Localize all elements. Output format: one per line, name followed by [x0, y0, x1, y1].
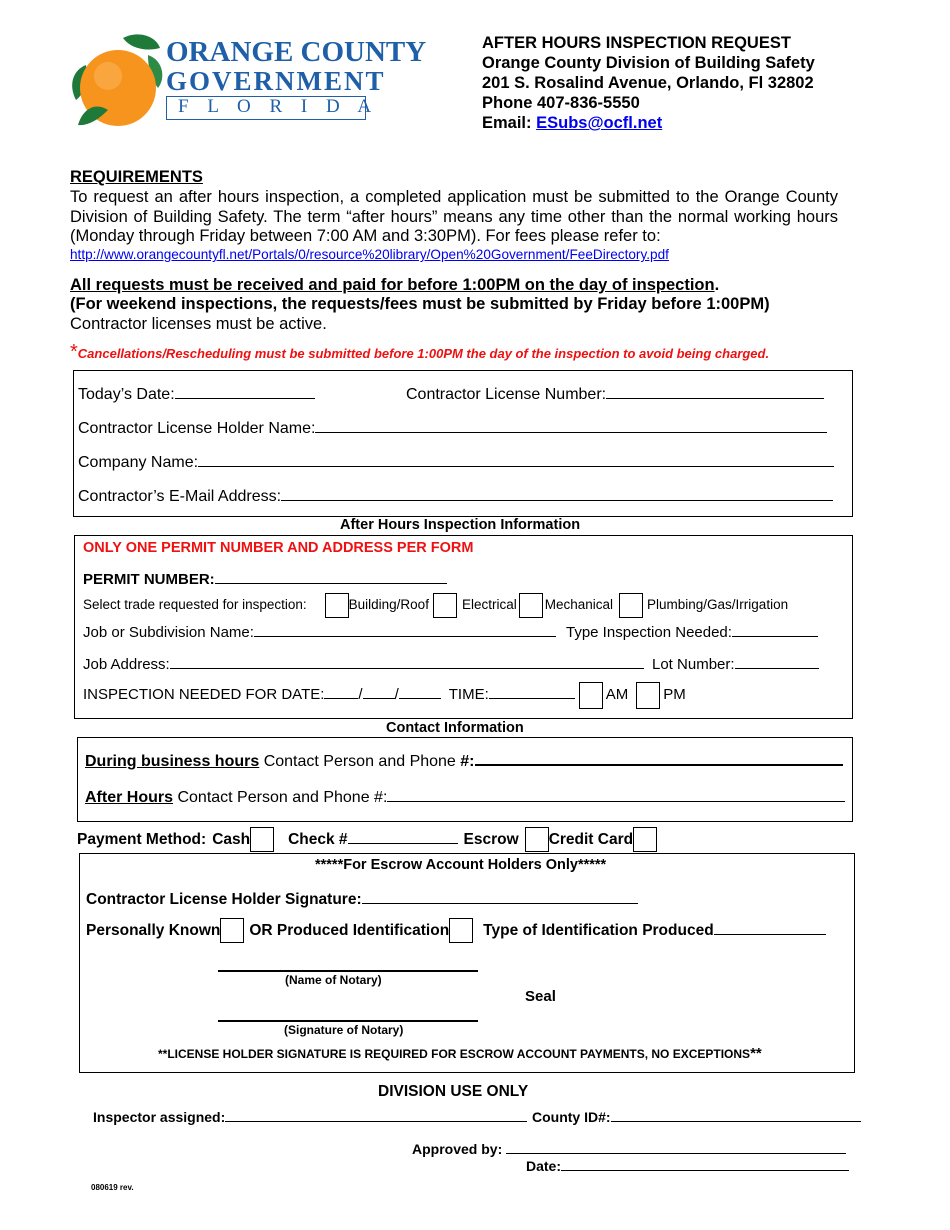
trade-row	[83, 591, 788, 619]
county-id-label: County ID#:	[532, 1109, 611, 1125]
escrow-checkbox[interactable]	[525, 827, 549, 852]
escrow-note-end: **	[750, 1045, 762, 1062]
email-link[interactable]: ESubs@ocfl.net	[536, 114, 663, 132]
division-name: Orange County Division of Building Safety	[482, 54, 815, 72]
division-use-title: DIVISION USE ONLY	[378, 1083, 529, 1100]
pm-label: PM	[663, 686, 686, 703]
personally-known-label: Personally Known	[86, 922, 221, 939]
business-hours-text: Contact Person and Phone	[259, 753, 461, 770]
type-id-field[interactable]	[714, 934, 826, 935]
time-label: TIME:	[448, 686, 489, 703]
pm-checkbox[interactable]	[636, 682, 660, 709]
trade-electrical-label: Electrical	[461, 597, 517, 612]
inspection-date-label: INSPECTION NEEDED FOR DATE:	[83, 686, 325, 703]
revision-code: 080619 rev.	[91, 1183, 134, 1192]
county-id-field[interactable]	[532, 1109, 861, 1125]
fee-directory-link[interactable]: http://www.orangecountyfl.net/Portals/0/resource%20library/Open%20Government/FeeDirectory.pdf	[70, 247, 669, 262]
contractor-email-field[interactable]	[78, 488, 833, 506]
requirements-paragraph: To request an after hours inspection, a completed application must be submitted to the Orange County Division of Building Safety. The term “after hours” means any time other than the normal working hours (Monday through Friday between 7:00 AM and 3:30PM). For fees please refer to:	[70, 188, 838, 245]
plumbing-checkbox[interactable]	[619, 593, 643, 618]
notary-signature-label: (Signature of Notary)	[284, 1023, 404, 1037]
license-number-field[interactable]	[406, 386, 824, 404]
logo-line-2: GOVERNMENT	[166, 66, 386, 96]
date-slash-1: /	[358, 686, 363, 703]
notary-signature-line[interactable]	[218, 1006, 478, 1022]
job-address-field[interactable]	[83, 656, 644, 673]
lot-number-label: Lot Number:	[652, 656, 735, 673]
am-label: AM	[605, 686, 629, 703]
inspector-assigned-field[interactable]	[93, 1109, 527, 1125]
company-name-label: Company Name:	[78, 454, 199, 471]
contact-section-title: Contact Information	[386, 720, 524, 736]
division-date-field[interactable]	[526, 1158, 849, 1174]
holder-name-label: Contractor License Holder Name:	[78, 420, 316, 437]
business-hours-contact-field[interactable]	[85, 753, 843, 771]
deadline-period: .	[714, 276, 720, 294]
identification-row	[86, 917, 826, 945]
deadline-row	[70, 276, 719, 295]
notary-name-line[interactable]	[218, 956, 478, 972]
one-permit-warning: ONLY ONE PERMIT NUMBER AND ADDRESS PER FORM	[83, 540, 474, 556]
escrow-title: *****For Escrow Account Holders Only*****	[315, 857, 607, 873]
date-slash-2: /	[394, 686, 399, 703]
todays-date-label: Today’s Date:	[78, 386, 175, 403]
business-hours-hash: #:	[460, 753, 475, 770]
trade-building-roof-label: Building/Roof	[348, 597, 429, 612]
lot-number-field[interactable]	[652, 656, 819, 673]
trade-label: Select trade requested for inspection:	[83, 597, 307, 612]
deadline-text: All requests must be received and paid for before 1:00PM on the day of inspection	[70, 276, 715, 294]
header-block	[482, 33, 815, 133]
after-hours-contact-field[interactable]	[85, 789, 845, 807]
division-address: 201 S. Rosalind Avenue, Orlando, Fl 32802	[482, 74, 814, 92]
cancellation-text: Cancellations/Rescheduling must be submitted before 1:00PM the day of the inspection to avoid being charged.	[77, 346, 770, 361]
produced-id-label: OR Produced Identification	[249, 922, 450, 939]
company-name-field[interactable]	[78, 454, 834, 472]
division-date-label: Date:	[526, 1158, 562, 1174]
type-inspection-label: Type Inspection Needed:	[566, 624, 732, 641]
weekend-text: (For weekend inspections, the requests/fees must be submitted by Friday before 1:00PM)	[70, 295, 770, 313]
logo-line-1: ORANGE COUNTY	[166, 36, 427, 68]
date-day-field[interactable]	[363, 698, 395, 699]
electrical-checkbox[interactable]	[433, 593, 457, 618]
inspection-section-title: After Hours Inspection Information	[340, 517, 581, 533]
business-hours-label: During business hours	[85, 753, 260, 770]
mechanical-checkbox[interactable]	[519, 593, 543, 618]
payment-method-row	[77, 826, 657, 854]
payment-method-label: Payment Method:	[77, 831, 207, 848]
after-hours-label: After Hours	[85, 789, 174, 806]
trade-plumbing-label: Plumbing/Gas/Irrigation	[647, 597, 789, 612]
approved-by-label: Approved by:	[412, 1141, 503, 1157]
orange-fruit-icon	[68, 30, 168, 130]
after-hours-text: Contact Person and Phone #:	[173, 789, 388, 806]
license-number-label: Contractor License Number:	[406, 386, 607, 403]
cancellation-star: *	[70, 341, 78, 363]
permit-number-field[interactable]	[83, 571, 447, 588]
cancellation-note	[70, 341, 769, 364]
type-inspection-field[interactable]	[566, 624, 818, 641]
contractor-email-label: Contractor’s E-Mail Address:	[78, 488, 282, 505]
escrow-requirement-note	[158, 1045, 762, 1063]
check-label: Check #	[288, 831, 348, 848]
date-year-field[interactable]	[399, 698, 441, 699]
time-field[interactable]	[489, 698, 575, 699]
trade-mechanical-label: Mechanical	[544, 597, 614, 612]
permit-number-label: PERMIT NUMBER:	[83, 571, 215, 588]
cash-label: Cash	[212, 831, 251, 848]
holder-name-field[interactable]	[78, 420, 827, 438]
job-name-field[interactable]	[83, 624, 556, 641]
todays-date-field[interactable]	[78, 386, 315, 404]
requirements-heading: REQUIREMENTS	[70, 168, 203, 186]
check-number-field[interactable]	[348, 843, 458, 844]
escrow-label: Escrow	[463, 831, 519, 848]
inspector-assigned-label: Inspector assigned:	[93, 1109, 226, 1125]
county-logo	[68, 30, 427, 130]
produced-id-checkbox[interactable]	[449, 918, 473, 943]
approved-by-field[interactable]	[412, 1141, 846, 1157]
building-roof-checkbox[interactable]	[325, 593, 349, 618]
credit-card-label: Credit Card	[548, 831, 634, 848]
license-holder-signature-field[interactable]	[86, 891, 638, 909]
contact-info-box	[77, 737, 853, 822]
job-address-label: Job Address:	[83, 656, 170, 673]
inspection-date-row	[83, 680, 686, 710]
job-name-label: Job or Subdivision Name:	[83, 624, 254, 641]
seal-label: Seal	[525, 988, 556, 1005]
notary-name-label: (Name of Notary)	[285, 973, 382, 987]
division-email-row	[482, 113, 815, 133]
logo-line-3: F L O R I D A	[178, 96, 372, 117]
credit-card-checkbox[interactable]	[633, 827, 657, 852]
escrow-note-text: **LICENSE HOLDER SIGNATURE IS REQUIRED FOR ESCROW ACCOUNT PAYMENTS, NO EXCEPTIONS	[158, 1047, 751, 1061]
division-phone: Phone 407-836-5550	[482, 94, 640, 112]
form-title: AFTER HOURS INSPECTION REQUEST	[482, 34, 791, 52]
license-holder-signature-label: Contractor License Holder Signature:	[86, 891, 362, 908]
type-id-label: Type of Identification Produced	[483, 922, 714, 939]
email-label: Email:	[482, 114, 537, 132]
cash-checkbox[interactable]	[250, 827, 274, 852]
am-checkbox[interactable]	[579, 682, 603, 709]
personally-known-checkbox[interactable]	[220, 918, 244, 943]
date-month-field[interactable]	[324, 698, 358, 699]
licenses-text: Contractor licenses must be active.	[70, 315, 327, 333]
